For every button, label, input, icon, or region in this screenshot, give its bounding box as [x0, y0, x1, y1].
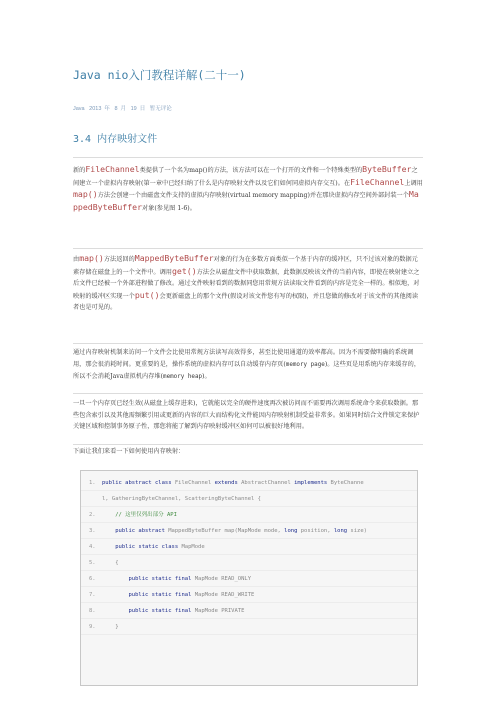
category-link[interactable]: Java [73, 106, 85, 112]
code-keyword: public abstract class [102, 480, 175, 486]
code-term: map() [73, 189, 98, 200]
month-unit: 月 [120, 106, 127, 112]
code-keyword: long [284, 528, 301, 534]
code-token: MapMode PRIVATE [194, 608, 245, 614]
code-text [102, 571, 251, 587]
text: 下面让我们来看一下如何使用内存映射： [73, 448, 185, 455]
text: 方法会从磁盘文件中获取数据，此数据反映该文件的当前内容，即使在映射建立之后文件已经被一个外部进程做了修改。通过文件映射看到的数据同您用常规方法读取文件看到的内容是完全一样的。相似地，对映射的缓冲区实现一个 [73, 268, 420, 300]
code-token [102, 528, 115, 534]
code-line [81, 539, 417, 555]
code-token: ByteChanne [330, 480, 364, 486]
code-token: size) [350, 528, 367, 534]
code-term: MappedByteBuffer [134, 253, 214, 263]
text: 对象(参见图 1-6)。 [142, 204, 196, 212]
term: memory page [285, 361, 325, 368]
text: )。这些页是用系统内存来缓存的，所以不会消耗Java虚拟机内存堆( [73, 360, 421, 381]
text: 对象的行为在多数方面类似一个基于内存的缓冲区，只不过该对象的数据元素存储在磁盘上的一个文件中。调用 [73, 256, 418, 276]
code-token: MappedByteBuffer map(MapMode mode, [168, 528, 285, 534]
line-number: 6. [89, 576, 96, 582]
code-token [102, 512, 115, 518]
text: 上调用 [404, 179, 423, 187]
text: 方法会创建一个由磁盘文件支持的虚拟内存映射(virtual memory mapping)并在那块虚拟内存空间外部封装一个 [97, 192, 409, 200]
divider [73, 248, 423, 249]
code-text [102, 507, 177, 523]
code-token: position, [300, 528, 334, 534]
text: 一旦一个内存页已经生效(从磁盘上缓存进来)，它就能以完全的硬件速度再次被访问而不需要再次调用系统命令来获取数据。那些包含索引以及其他需频繁引用或更新的内容的巨大而结构化文件能因内存映射机制受益非常多。如果同时结合文件锁定来保护关键区域和控制事务原子性，那您将能了解到内存映射缓冲区如何可以被很好地利用。 [73, 400, 420, 431]
divider [73, 444, 423, 445]
code-line [81, 587, 417, 603]
code-keyword: public static final [128, 608, 195, 614]
post-day: 19 [130, 106, 137, 112]
code-token [102, 608, 129, 614]
comments-link[interactable]: 暂无评论 [149, 106, 172, 112]
divider [73, 343, 423, 344]
year-unit: 年 [104, 106, 110, 112]
code-comment: // 这里仅列出部分 API [115, 512, 177, 518]
code-token: AbstractChannel [241, 480, 295, 486]
code-token: MapMode [181, 544, 205, 550]
code-line [81, 555, 417, 571]
text: 类提供了一个名为map()的方法，该方法可以在一个打开的文件和一个特殊类型的 [139, 167, 363, 174]
code-text [102, 619, 119, 635]
code-term: FileChannel [85, 164, 140, 174]
text: 之间建立一个虚拟内存映射(第一章中已经归纳了什么是内存映射文件以及它们如何同虚拟内存交互)。在 [73, 167, 418, 187]
code-term: ByteBuffer [362, 164, 412, 174]
code-token: MapMode READ_WRITE [194, 592, 255, 598]
line-number: 5. [89, 560, 96, 566]
line-number: 4. [89, 544, 96, 550]
code-line [81, 475, 417, 491]
code-text [102, 475, 364, 491]
code-token: } [102, 624, 119, 630]
divider [73, 157, 423, 158]
paragraph-4 [73, 398, 423, 433]
article-title[interactable]: Java nio入门教程详解(二十一) [73, 68, 246, 82]
code-term: FileChannel [350, 176, 405, 187]
code-token: FileChannel [174, 480, 215, 486]
text: 新的 [73, 167, 86, 174]
day-unit: 日 [139, 106, 146, 112]
code-line [81, 523, 417, 539]
code-text [102, 539, 205, 555]
code-line [81, 619, 417, 635]
paragraph-3 [73, 347, 423, 384]
code-term: put() [134, 289, 160, 300]
code-keyword: extends [214, 480, 242, 486]
code-term: map() [79, 253, 104, 263]
code-keyword: implements [294, 480, 331, 486]
code-term: get() [172, 265, 197, 276]
text: 会更新磁盘上的那个文件(假设对该文件您有写的权限)，并且您做的修改对于该文件的其他阅读者也是可见的。 [73, 292, 419, 312]
divider [73, 393, 423, 394]
code-token [102, 592, 129, 598]
text: 方法返回的 [103, 256, 135, 263]
line-number: 9. [89, 624, 96, 630]
code-text [102, 587, 254, 603]
code-line [81, 491, 417, 507]
code-line [81, 603, 417, 619]
code-keyword: public static class [115, 544, 182, 550]
post-year: 2013 [89, 106, 102, 112]
code-term: MappedByteBuffer [73, 189, 419, 212]
code-line [81, 571, 417, 587]
section-title: 3.4 内存映射文件 [73, 134, 158, 145]
paragraph-2 [73, 253, 423, 314]
paragraph-1 [73, 164, 423, 214]
line-number: 3. [89, 528, 96, 534]
line-number: 8. [89, 608, 96, 614]
code-token [102, 544, 115, 550]
code-token: MapMode READ_ONLY [194, 576, 252, 582]
code-line [81, 507, 417, 523]
code-block[interactable] [80, 470, 418, 686]
text: 由 [73, 256, 80, 263]
line-number: 7. [89, 592, 96, 598]
paragraph-5 [73, 446, 423, 458]
code-token: { [102, 560, 119, 566]
term: memory heap [163, 374, 203, 381]
text: )。 [202, 373, 211, 381]
code-text [102, 491, 261, 507]
code-keyword: public static final [128, 592, 195, 598]
code-keyword: long [333, 528, 351, 534]
code-text [102, 523, 367, 539]
post-month: 8 [114, 106, 118, 112]
code-token [102, 576, 129, 582]
text: 通过内存映射机制来访问一个文件会比使用常规方法读写高效得多，甚至比使用通道的效率都高。因为不需要做明确的系统调用，那会很消耗时间。更重要的是，操作系统的虚拟内存可以自动缓存内存页( [73, 349, 414, 368]
line-number: 1. [89, 480, 96, 486]
line-number: 2. [89, 512, 96, 518]
code-token: l, GatheringByteChannel, ScatteringByteChannel { [102, 496, 261, 502]
article-meta [73, 104, 175, 112]
code-text [102, 603, 244, 619]
code-keyword: public abstract [115, 528, 169, 534]
code-text [102, 555, 119, 571]
code-keyword: public static final [128, 576, 195, 582]
